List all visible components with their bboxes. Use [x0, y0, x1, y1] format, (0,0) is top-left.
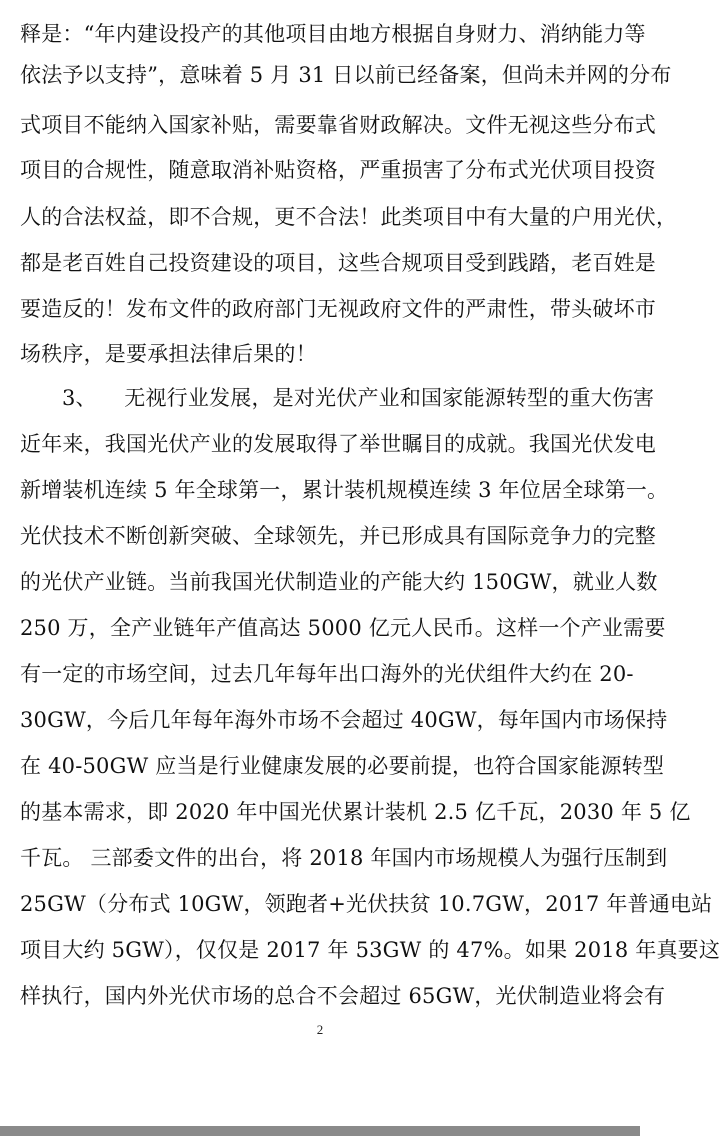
body-text-line: 式项目不能纳入国家补贴，需要靠省财政解决。文件无视这些分布式	[20, 113, 656, 137]
section-heading: 3、 无视行业发展，是对光伏产业和国家能源转型的重大伤害	[62, 386, 655, 410]
body-text-line: 释是：“年内建设投产的其他项目由地方根据自身财力、消纳能力等	[20, 22, 646, 46]
body-text-line: 项目大约 5GW），仅仅是 2017 年 53GW 的 47%。如果 2018 年真要这	[20, 938, 720, 962]
body-text-line: 都是老百姓自己投资建设的项目，这些合规项目受到践踏，老百姓是	[20, 251, 656, 275]
body-text-line: 项目的合规性，随意取消补贴资格，严重损害了分布式光伏项目投资	[20, 158, 656, 182]
body-text-line: 的光伏产业链。当前我国光伏制造业的产能大约 150GW，就业人数	[20, 570, 658, 594]
bottom-scroll-bar	[0, 1126, 640, 1136]
body-text-line: 近年来，我国光伏产业的发展取得了举世瞩目的成就。我国光伏发电	[20, 432, 656, 456]
body-text-line: 的基本需求，即 2020 年中国光伏累计装机 2.5 亿千瓦，2030 年 5 亿	[20, 800, 691, 824]
body-text-line: 样执行，国内外光伏市场的总合不会超过 65GW，光伏制造业将会有	[20, 984, 666, 1008]
body-text-line: 有一定的市场空间，过去几年每年出口海外的光伏组件大约在 20-	[20, 662, 634, 686]
body-text-line: 在 40-50GW 应当是行业健康发展的必要前提，也符合国家能源转型	[20, 754, 665, 778]
body-text-line: 要造反的！发布文件的政府部门无视政府文件的严肃性，带头破坏市	[20, 297, 656, 321]
body-text-line: 新增装机连续 5 年全球第一，累计装机规模连续 3 年位居全球第一。	[20, 478, 669, 502]
page-number: 2	[316, 1022, 324, 1037]
body-text-line: 人的合法权益，即不合规，更不合法！此类项目中有大量的户用光伏，	[20, 205, 678, 229]
body-text-line: 光伏技术不断创新突破、全球领先，并已形成具有国际竞争力的完整	[20, 524, 656, 548]
body-text-line: 依法予以支持”，意味着 5 月 31 日以前已经备案，但尚未并网的分布	[20, 63, 672, 87]
body-text-line: 250 万，全产业链年产值高达 5000 亿元人民币。这样一个产业需要	[20, 616, 666, 640]
body-text-line: 25GW（分布式 10GW，领跑者+光伏扶贫 10.7GW，2017 年普通电站	[20, 892, 713, 916]
body-text-line: 30GW，今后几年每年海外市场不会超过 40GW，每年国内市场保持	[20, 708, 668, 732]
body-text-line: 千瓦。 三部委文件的出台，将 2018 年国内市场规模人为强行压制到	[20, 846, 668, 870]
body-text-line: 场秩序，是要承担法律后果的！	[20, 342, 317, 366]
